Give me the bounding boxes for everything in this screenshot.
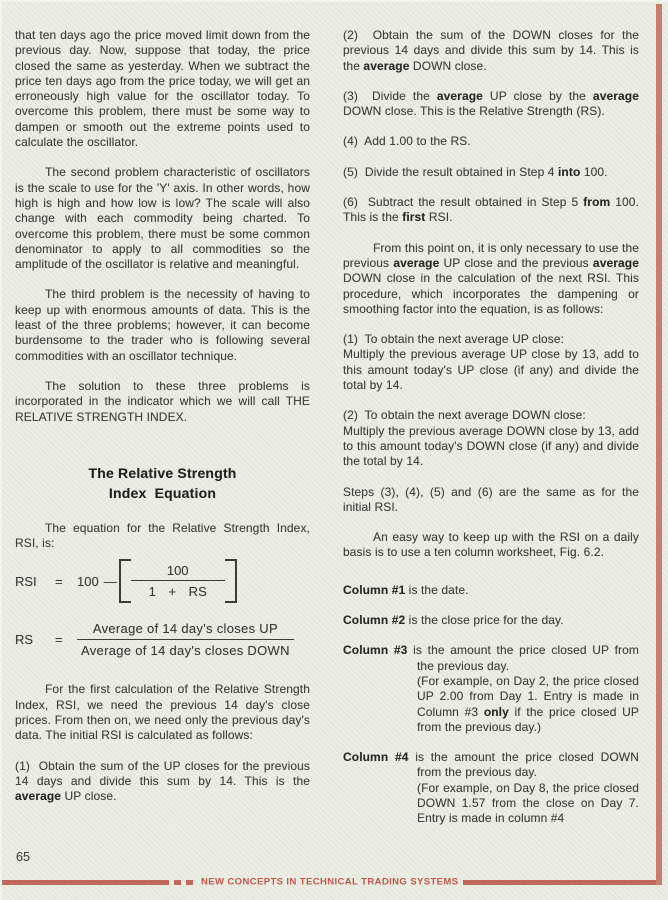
paragraph-from-this-point: From this point on, it is only necessary to use the previous average UP close and the previous average DOWN close in the calculation of the next RSI. This procedure, which incorporates the dampening or smoothing factor into the equation, is as follows: xyxy=(343,240,639,316)
fraction-denominator: 1 + RS xyxy=(148,584,207,600)
column-2-text: is the close price for the day. xyxy=(405,613,564,628)
column-2-label: Column #2 xyxy=(343,613,406,628)
column-4-definition xyxy=(343,750,639,826)
paragraph-second-problem: The second problem characteristic of oscillators is the scale to use for the 'Y' axis. In other words, how high is high and how low is low? The scale will also change with each commodity being charted. To overcome this problem, there must be some common denominator to apply to all commodities so the amplitude of the oscillator is relative and meaningful. xyxy=(15,165,310,272)
rsi-equation xyxy=(15,559,310,603)
column-1-label: Column #1 xyxy=(343,582,406,597)
paragraph-third-problem: The third problem is the necessity of having to keep up with enormous amounts of data. This is the least of the three problems; however, it can become burdensome to the trader who is following several commodities with an oscillator technique. xyxy=(15,287,310,363)
step-2-next xyxy=(343,408,639,469)
fraction-numerator: 100 xyxy=(166,563,189,579)
rs-fraction xyxy=(77,621,294,658)
right-column xyxy=(343,28,639,842)
column-3-text: is the amount the price closed UP from the previous day. xyxy=(407,643,639,673)
column-1-text: is the date. xyxy=(405,582,469,597)
section-heading xyxy=(15,463,310,503)
page-edge-stripe xyxy=(656,4,662,885)
paragraph-first-calculation: For the first calculation of the Relative Strength Index, RSI, we need the previous 14 day's close prices. From then on, we need only the previous day's data. The initial RSI is calculated as follows: xyxy=(15,682,310,743)
rsi-fraction xyxy=(131,563,225,599)
step-2-next-head: (2) To obtain the next average DOWN close: xyxy=(343,408,586,423)
rs-label: RS xyxy=(15,632,34,648)
column-4-text: is the amount the price closed DOWN from the previous day. xyxy=(408,750,639,780)
step-1-next-head: (1) To obtain the next average UP close: xyxy=(343,332,565,347)
steps-same-note: Steps (3), (4), (5) and (6) are the same as for the initial RSI. xyxy=(343,484,639,514)
column-2-definition xyxy=(343,613,639,628)
step-1-initial: (1) Obtain the sum of the UP closes for the previous 14 days and divide this sum by 14. This is the average UP close. xyxy=(15,758,310,804)
rsi-label: RSI xyxy=(15,573,37,589)
step-3-initial: (3) Divide the average UP close by the average DOWN close. This is the Relative Strength (RS). xyxy=(343,88,639,119)
heading-line-2: Index Equation xyxy=(108,484,217,501)
rs-equation xyxy=(15,621,310,658)
heading-line-1: The Relative Strength xyxy=(88,464,237,481)
paragraph-worksheet: An easy way to keep up with the RSI on a daily basis is to use a ten column worksheet, Fig. 6.2. xyxy=(343,530,639,560)
page-number: 65 xyxy=(16,850,30,864)
column-1-definition xyxy=(343,583,639,598)
step-6-initial: (6) Subtract the result obtained in Step 5 from 100. This is the first RSI. xyxy=(343,195,639,225)
step-1-next-body: Multiply the previous average UP close by 13, add to this amount today's UP close (if any) and divide the total by 14. xyxy=(343,347,639,393)
paragraph-equation-intro: The equation for the Relative Strength Index, RSI, is: xyxy=(15,520,310,551)
fraction-numerator: Average of 14 day's closes UP xyxy=(92,621,278,637)
minus-sign: — xyxy=(103,573,116,589)
footer-title: NEW CONCEPTS IN TECHNICAL TRADING SYSTEMS xyxy=(201,876,459,887)
equals-sign: = xyxy=(55,573,63,589)
paragraph-solution: The solution to these three problems is incorporated in the indicator which we will call THE RELATIVE STRENGTH INDEX. xyxy=(15,378,310,424)
paragraph-oscillator-problem: that ten days ago the price moved limit down from the previous day. Now, suppose that today, the price closed the same as yesterday. When we subtract the price ten days ago from the price today, we will get an erroneously high value for the oscillator today. To overcome this problem, there must be some way to dampen or smooth out the extreme points used to calculate the oscillator. xyxy=(15,28,310,150)
footer-rule-dashes xyxy=(162,880,196,885)
column-4-label: Column #4 xyxy=(343,750,409,765)
equals-sign: = xyxy=(55,632,63,648)
step-2-next-body: Multiply the previous average DOWN close by 13, add to this amount today's DOWN close (if any) and divide the total by 14. xyxy=(343,423,639,469)
step-1-next xyxy=(343,332,639,393)
column-4-example: (For example, on Day 8, the price closed DOWN 1.57 from the close on Day 7. Entry is made in column #4 xyxy=(417,780,639,826)
column-definitions xyxy=(343,583,639,827)
column-3-example: (For example, on Day 2, the price closed UP 2.00 from Day 1. Entry is made in Column #3 only if the price closed UP from the previous day.) xyxy=(417,673,639,734)
left-column xyxy=(15,28,310,820)
footer-rule-right xyxy=(463,880,662,885)
hundred-term: 100 xyxy=(77,573,99,589)
step-2-initial: (2) Obtain the sum of the DOWN closes for the previous 14 days and divide this sum by 14. This is the average DOWN close. xyxy=(343,28,639,73)
column-3-definition xyxy=(343,643,639,735)
fraction-denominator: Average of 14 day's closes DOWN xyxy=(81,643,290,659)
column-3-label: Column #3 xyxy=(343,643,408,658)
step-4-initial: (4) Add 1.00 to the RS. xyxy=(343,134,471,149)
left-bracket xyxy=(119,559,131,603)
step-5-initial: (5) Divide the result obtained in Step 4 into 100. xyxy=(343,164,608,179)
footer-rule-left xyxy=(2,880,162,885)
footer xyxy=(2,875,668,889)
right-bracket xyxy=(225,559,237,603)
